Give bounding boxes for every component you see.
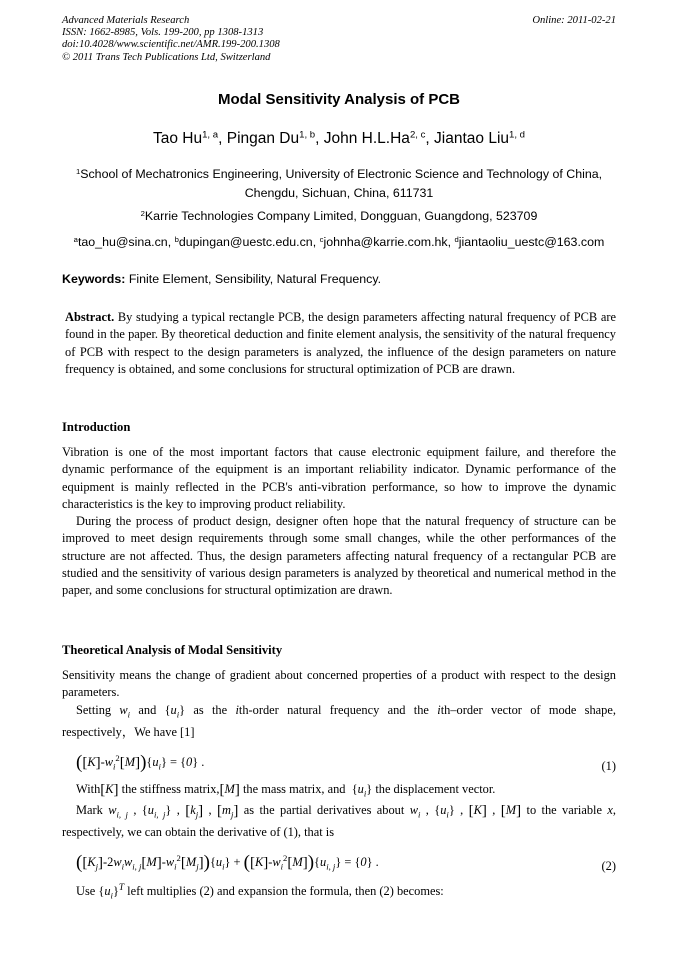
author: John H.L.Ha$^{2, c}$,: [323, 129, 435, 147]
equation-2: $([K_j]-2w_iw_{i, j}[M]-w_i^2[M_j])\{u_i\} + ([K]-w_i^2[M])\{u_{i, j}\} = \{0\}$ .: [76, 852, 379, 873]
equation-1: $([K]-w_i^2[M])\{u_i\} = \{0\}$ .: [76, 752, 205, 773]
email-list: [62, 233, 616, 252]
theory-paragraph-1: Sensitivity means the change of gradient about concerned properties of a product with respect to the design parameters.: [62, 668, 616, 700]
abstract-label: Abstract.: [65, 310, 115, 324]
introduction-paragraph-1: Vibration is one of the most important factors that cause electronic equipment failure, and therefore the dynamic performance of the equipment is an important reliability indicator. Dynamic performance of the equipment is mainly reflected in the PCB's anti-vibration performance, so how to improve the dynamic characteristics is the key to improving product reliability.: [62, 445, 616, 511]
email: $^d$jiantaoliu_uestc@163.com: [454, 234, 605, 249]
keywords-text: Finite Element, Sensibility, Natural Frequency.: [128, 272, 382, 286]
keywords-label: Keywords:: [62, 272, 126, 286]
introduction-paragraph-2: During the process of product design, designer often hope that the natural frequency of structure can be improved to meet design requirements through some small changes, while the other performances of the structure are not affected. Thus, the design parameters affecting natural frequency of a rectangular PCB are studied and the sensitivity of various design parameters is analyzed by theoretical and numerical method in the paper, and some conclusions for structural optimization are drawn.: [62, 514, 616, 598]
theory-paragraph-use: Use $\{u_i\}^T$ left multiplies (2) and expansion the formula, then (2) becomes:: [76, 882, 444, 901]
paper-title: Modal Sensitivity Analysis of PCB: [218, 91, 460, 108]
journal-copyright: © 2011 Trans Tech Publications Ltd, Switzerland: [62, 51, 271, 63]
theory-paragraph-with: With[K] the stiffness matrix,[M] the mass matrix, and $\{u_i\}$ the displacement vector.: [76, 782, 496, 799]
affiliation-2: $^2$Karrie Technologies Company Limited, Dongguan, Guangdong, 523709: [140, 208, 538, 223]
author: Pingan Du$^{1, b}$,: [226, 129, 324, 147]
online-date: Online: 2011-02-21: [532, 15, 616, 26]
email: $^a$tao_hu@sina.cn,: [73, 234, 175, 249]
author-list: [0, 130, 678, 148]
journal-header: [62, 15, 280, 64]
journal-doi: doi:10.4028/www.scientific.net/AMR.199-200.1308: [62, 39, 280, 51]
abstract: [65, 309, 616, 378]
equation-2-number: (2): [601, 859, 616, 873]
equation-1-number: (1): [601, 759, 616, 773]
email: $^b$dupingan@uestc.edu.cn,: [174, 234, 320, 249]
author: Tao Hu$^{1, a}$,: [152, 129, 227, 147]
email: $^c$johnha@karrie.com.hk,: [319, 234, 455, 249]
journal-name: Advanced Materials Research: [62, 15, 190, 26]
section-heading-introduction: Introduction: [62, 420, 131, 434]
theory-paragraph-mark: Mark $w_{i, j}$ , $\{u_{i, j}\}$ , $[k_j]$ , $[m_j]$ as the partial derivatives about $w_i$ , $\{u_i\}$ , [K] , [M] to the variable x, respectively, we can obtain the derivative of (1), that is: [62, 803, 616, 839]
keywords: [62, 272, 616, 286]
theory-paragraph-setting: Setting $w_i$ and $\{u_i\}$ as the ith-order natural frequency and the ith–order vector of mode shape, respectively，We have [1]: [62, 703, 616, 739]
author: Jiantao Liu$^{1, d}$: [434, 129, 526, 147]
journal-issn: ISSN: 1662-8985, Vols. 199-200, pp 1308-1313: [62, 27, 264, 39]
section-heading-theory: Theoretical Analysis of Modal Sensitivity: [62, 643, 283, 657]
abstract-text: By studying a typical rectangle PCB, the design parameters affecting natural frequency of PCB are found in the paper. By theoretical deduction and finite element analysis, the sensitivity of the natural frequency of PCB with respect to the design parameters is analyzed, the influence of the design parameters on nature frequency is obtained, and some conclusions for structural optimization of PCB are drawn.: [65, 310, 616, 376]
affiliation-1: $^1$School of Mechatronics Engineering, University of Electronic Science and Technology of China, Chengdu, Sichuan, China, 611731: [75, 166, 603, 200]
